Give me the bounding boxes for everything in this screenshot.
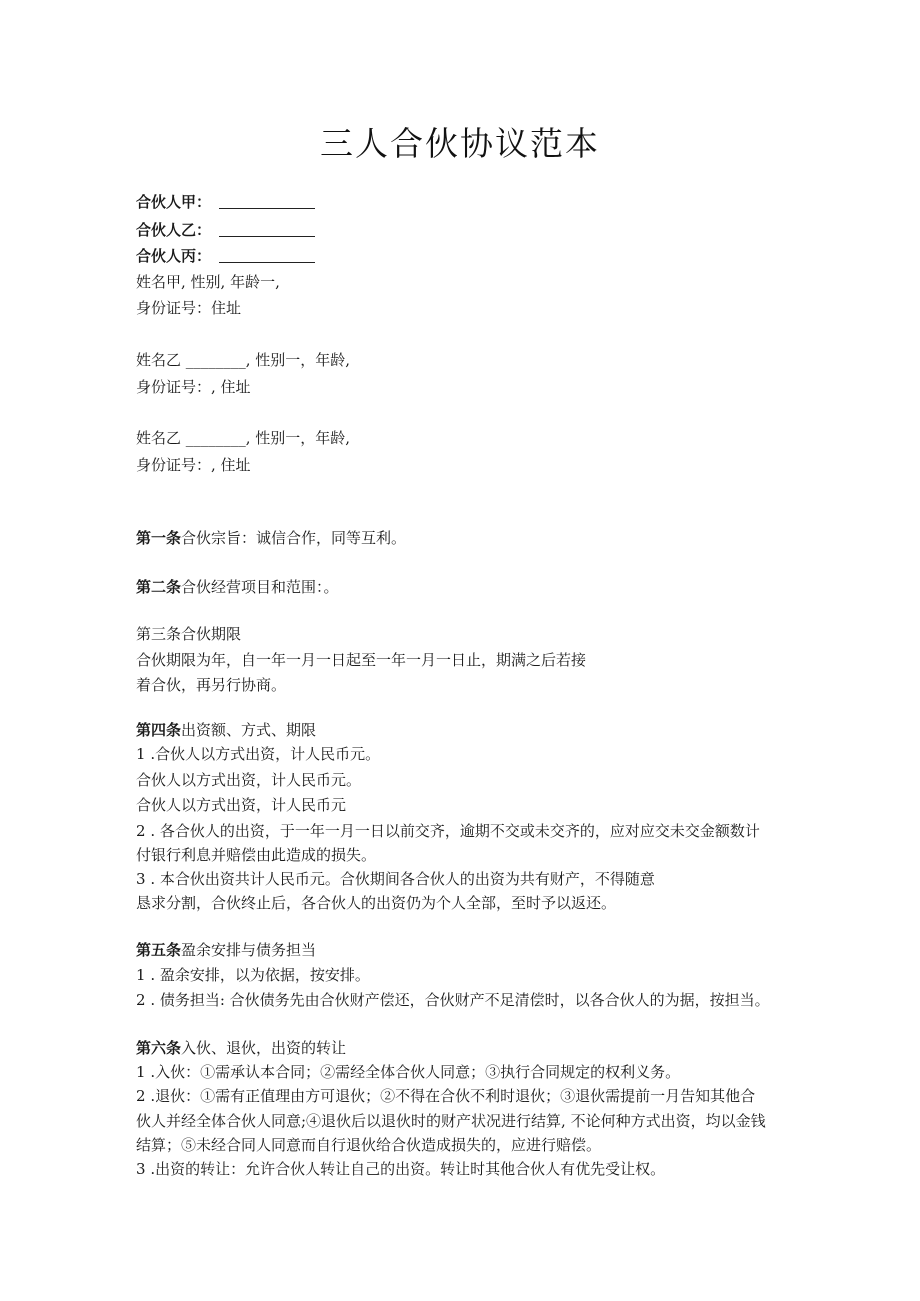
article-4-line5: 付银行利息并赔偿由此造成的损失。: [136, 846, 377, 864]
person3-line1: 姓名乙 ________, 性别一，年龄,: [136, 429, 351, 447]
party-a-blank: [219, 208, 315, 209]
article-6-item1: [136, 1062, 680, 1082]
item-text: . 盈余安排，以为依据，按安排。: [145, 966, 370, 984]
person2-line1: 姓名乙 ________, 性别一，年龄,: [136, 351, 351, 369]
article-5: [136, 940, 316, 960]
item-number: 3: [136, 870, 146, 888]
party-c-label: 合伙人丙：: [136, 247, 212, 265]
article-4-item2: [136, 821, 760, 841]
article-4-line2: 合伙人以方式出资，计人民币元。: [136, 771, 362, 789]
article-4-title: 出资额、方式、期限: [181, 721, 317, 739]
article-6-heading: 第六条: [136, 1039, 182, 1057]
item-text: . 债务担当: 合伙债务先由合伙财产偿还，合伙财产不足清偿时，以各合伙人的为据，按担当。: [145, 991, 770, 1009]
item-text: .出资的转让：允许合伙人转让自己的出资。转让时其他合伙人有优先受让权。: [145, 1160, 666, 1178]
article-3-line1: 合伙期限为年，自一年一月一日起至一年一月一日止，期满之后若接: [136, 651, 587, 669]
article-6-line4: 结算；⑤未经合同人同意而自行退伙给合伙造成损失的，应进行赔偿。: [136, 1136, 602, 1154]
item-text: . 各合伙人的出资，于一年一月一日以前交齐，逾期不交或未交齐的，应对应交未交金额数计: [145, 822, 760, 840]
article-6-line3: 伙人并经全体合伙人同意;④退伙后以退伙时的财产状况进行结算, 不论何种方式出资，均以金钱: [136, 1112, 766, 1130]
item-text: .合伙人以方式出资，计人民币元。: [145, 745, 381, 763]
item-number: 1: [136, 1063, 146, 1081]
person2-line2: 身份证号：, 住址: [136, 378, 251, 396]
article-4: [136, 720, 316, 740]
item-text: . 本合伙出资共计人民币元。合伙期间各合伙人的出资为共有财产，不得随意: [145, 870, 655, 888]
item-number: 1: [136, 745, 146, 763]
person1-line1: 姓名甲, 性别, 年龄一,: [136, 273, 280, 291]
item-text: .入伙：①需承认本合同；②需经全体合伙人同意；③执行合同规定的权利义务。: [145, 1063, 681, 1081]
article-4-heading: 第四条: [136, 721, 182, 739]
article-6-title: 入伙、退伙，出资的转让: [181, 1039, 347, 1057]
article-4-line3: 合伙人以方式出资，计人民币元: [136, 796, 347, 814]
document-title: 三人合伙协议范本: [320, 124, 600, 163]
article-3-heading: 第三条合伙期限: [136, 625, 242, 643]
item-number: 3: [136, 1160, 146, 1178]
article-4-line7: 恳求分割，合伙终止后，各合伙人的出资仍为个人全部，至时予以返还。: [136, 894, 617, 912]
item-number: 2: [136, 1087, 146, 1105]
article-1: [136, 528, 406, 548]
item-number: 2: [136, 822, 146, 840]
party-c-blank: [219, 262, 315, 263]
article-6: [136, 1038, 346, 1058]
item-text: .退伙：①需有正值理由方可退伙；②不得在合伙不利时退伙；③退伙需提前一月告知其他合: [145, 1087, 756, 1105]
article-6-item3: [136, 1159, 665, 1179]
article-2: [136, 577, 339, 597]
person3-line2: 身份证号：, 住址: [136, 456, 251, 474]
article-5-title: 盈余安排与债务担当: [181, 941, 317, 959]
item-number: 1: [136, 966, 146, 984]
article-1-heading: 第一条: [136, 529, 182, 547]
party-a-label: 合伙人甲：: [136, 193, 212, 211]
article-5-item1: [136, 965, 370, 985]
article-5-item2: [136, 990, 770, 1010]
article-2-heading: 第二条: [136, 578, 182, 596]
article-6-item2: [136, 1086, 755, 1106]
article-3-line2: 着合伙，再另行协商。: [136, 676, 287, 694]
person1-line2: 身份证号：住址: [136, 299, 242, 317]
article-2-text: 合伙经营项目和范围：。: [181, 578, 339, 596]
article-4-item3: [136, 869, 655, 889]
party-b-blank: [219, 236, 315, 237]
item-number: 2: [136, 991, 146, 1009]
article-5-heading: 第五条: [136, 941, 182, 959]
article-1-text: 合伙宗旨：诚信合作，同等互利。: [181, 529, 407, 547]
party-b-label: 合伙人乙：: [136, 221, 212, 239]
article-4-item1: [136, 744, 380, 764]
